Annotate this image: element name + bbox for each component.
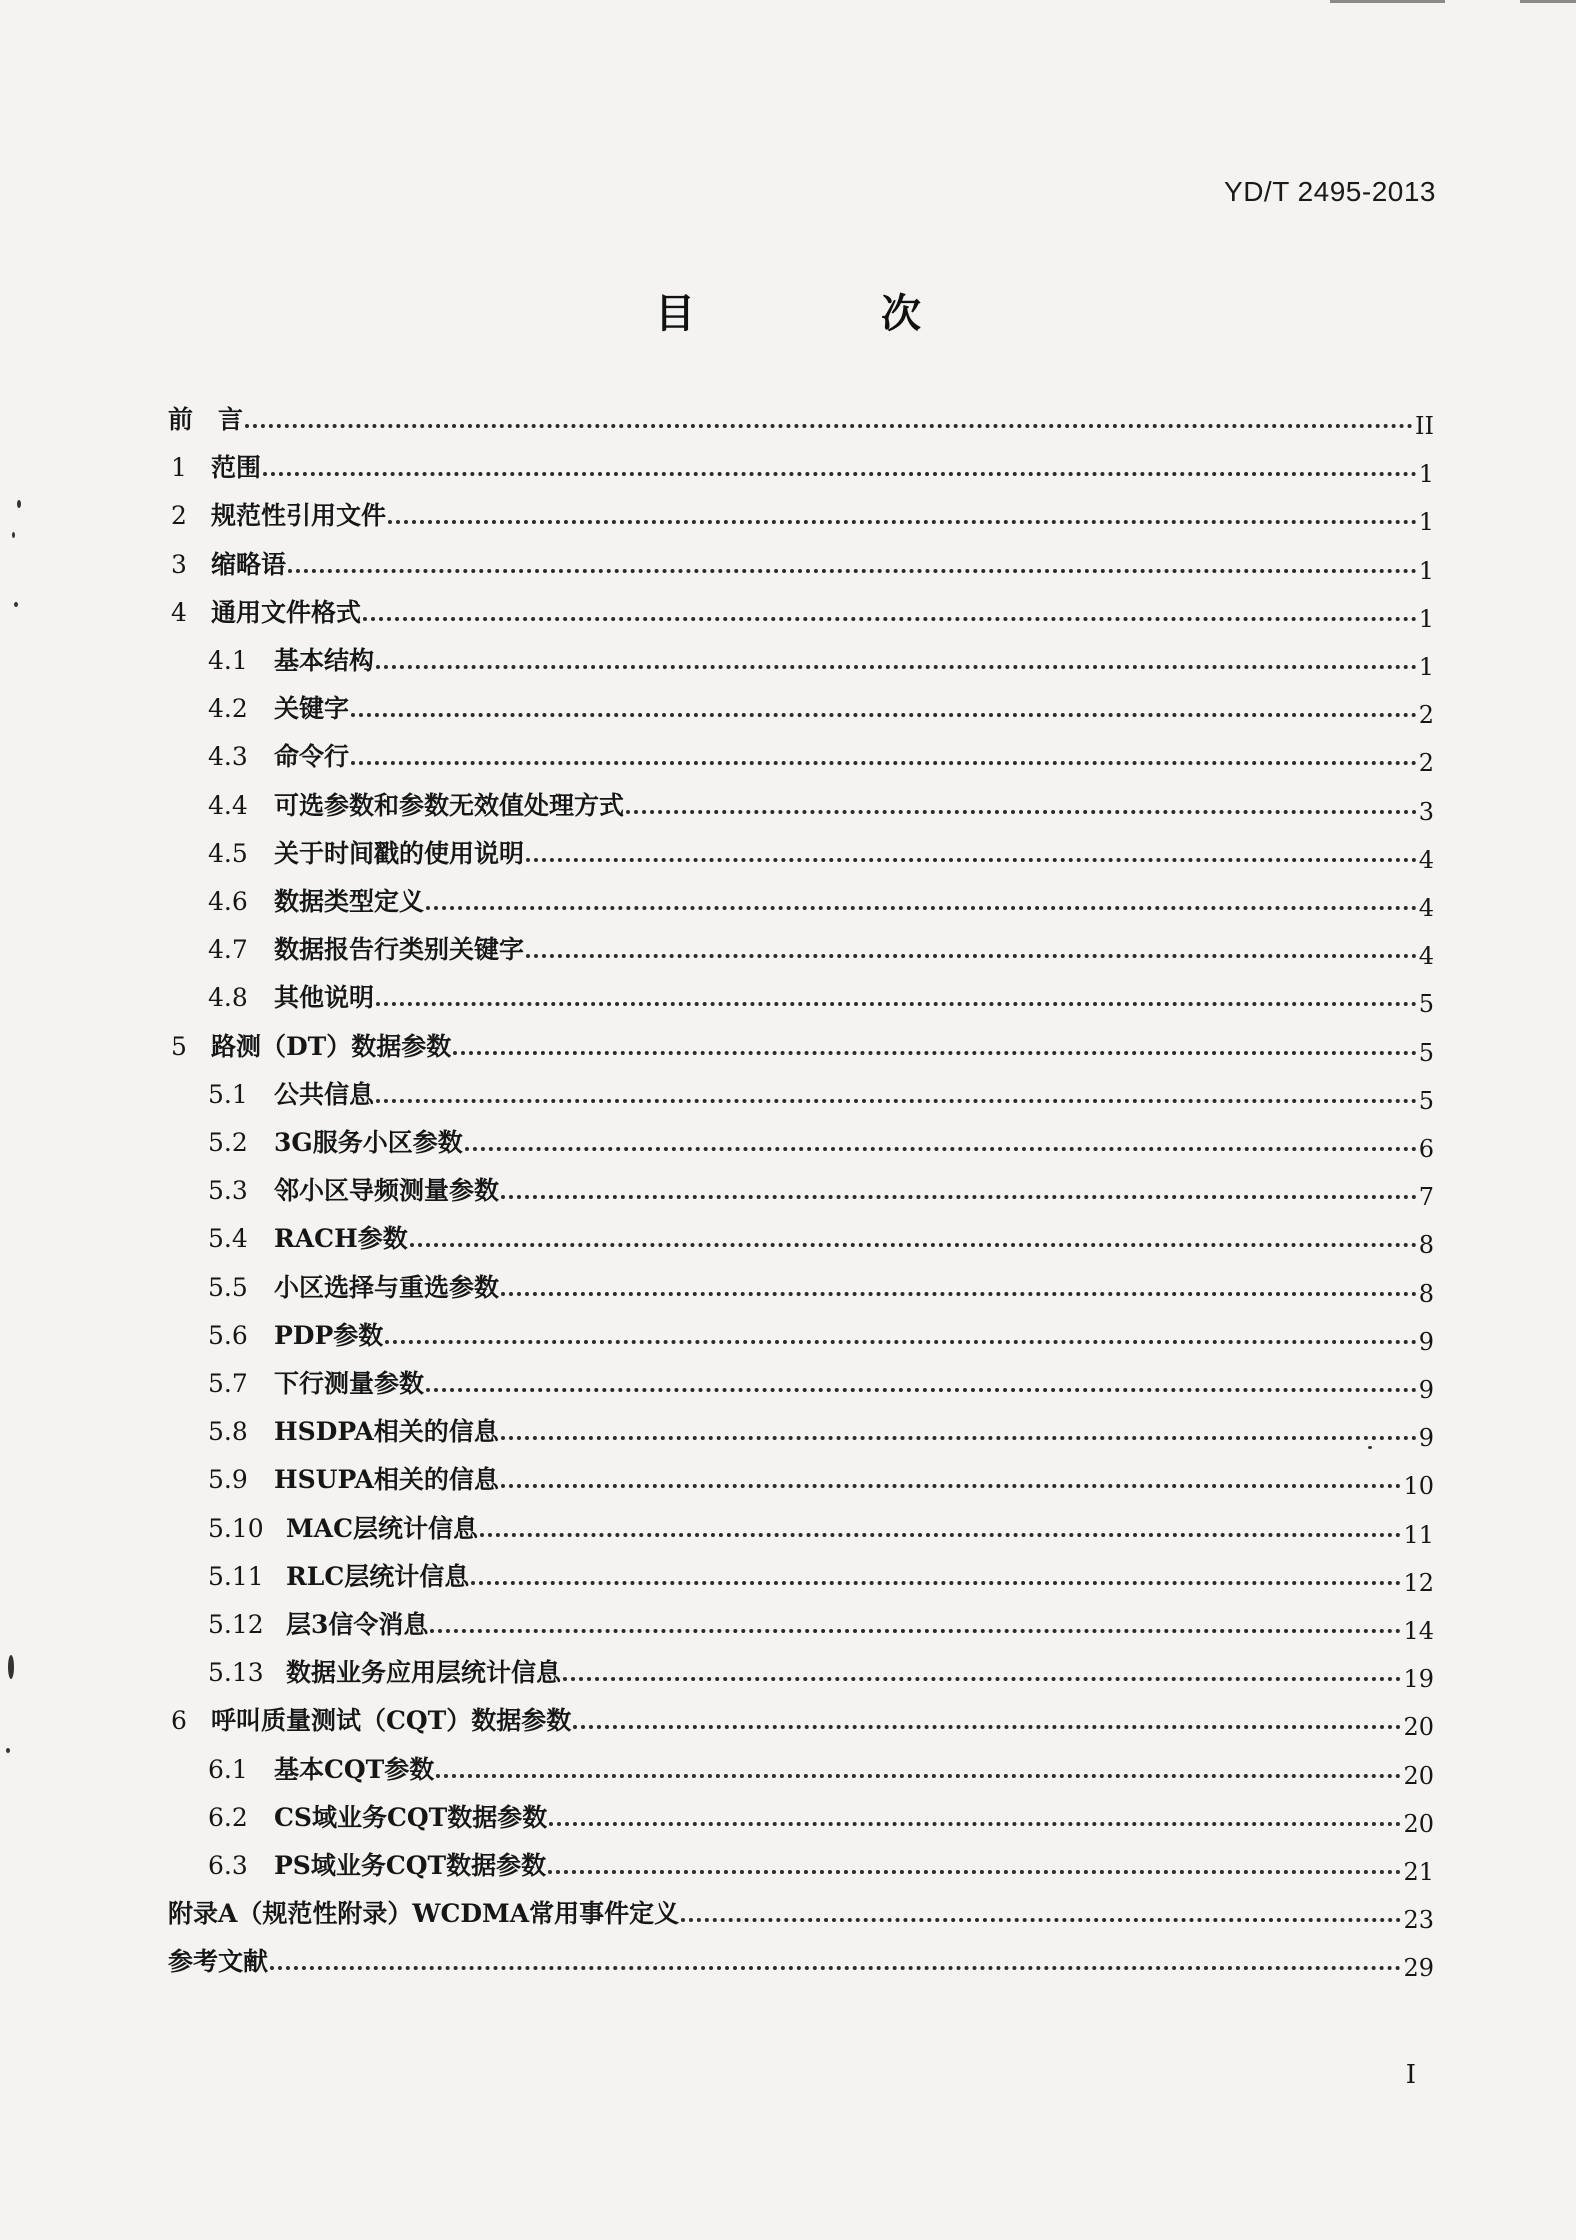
document-code: YD/T 2495-2013 bbox=[1224, 176, 1436, 207]
toc-entry-number: 4 bbox=[171, 597, 187, 627]
toc-entry-page: 12 bbox=[1403, 1568, 1434, 1597]
toc-entry-title: 关于时间戳的使用说明 bbox=[274, 838, 525, 868]
toc-dot-leader bbox=[501, 1484, 1402, 1488]
toc-entry-page: II bbox=[1415, 412, 1434, 440]
toc-entry-title: HSUPA相关的信息 bbox=[274, 1465, 499, 1495]
toc-dot-leader bbox=[351, 761, 1417, 765]
toc-entry-page: 20 bbox=[1403, 1713, 1434, 1742]
toc-dot-leader bbox=[288, 569, 1417, 573]
toc-entry-number: 4.8 bbox=[208, 983, 248, 1013]
scan-speck bbox=[17, 500, 21, 508]
toc-entry-page: 1 bbox=[1418, 556, 1434, 585]
toc-entry-title: 基本结构 bbox=[274, 646, 375, 675]
toc-entry-title: 通用文件格式 bbox=[211, 597, 362, 627]
toc-entry-page: 10 bbox=[1403, 1472, 1434, 1501]
toc-entry-number: 5.12 bbox=[208, 1610, 264, 1639]
toc-entry-number: 5.10 bbox=[208, 1513, 264, 1543]
toc-entry[interactable] bbox=[168, 1934, 1434, 1983]
toc-entry[interactable] bbox=[168, 1790, 1434, 1838]
scan-speck bbox=[6, 1748, 10, 1753]
toc-entry-page: 1 bbox=[1418, 653, 1434, 681]
toc-entry-number: 2 bbox=[171, 501, 187, 531]
toc-dot-leader bbox=[245, 424, 1413, 428]
toc-entry[interactable] bbox=[168, 1308, 1434, 1356]
toc-entry[interactable] bbox=[168, 440, 1434, 489]
toc-entry-title: 参考文献 bbox=[168, 1947, 269, 1977]
toc-entry-title: 邻小区导频测量参数 bbox=[274, 1176, 500, 1206]
toc-entry-number: 4.5 bbox=[208, 838, 248, 868]
toc-entry[interactable] bbox=[168, 1742, 1434, 1790]
toc-entry[interactable] bbox=[168, 1549, 1434, 1597]
scan-speck bbox=[12, 532, 15, 538]
toc-entry-title: 其他说明 bbox=[274, 983, 375, 1013]
toc-dot-leader bbox=[526, 858, 1417, 862]
toc-dot-leader bbox=[385, 1340, 1416, 1344]
toc-entry-title: 3G服务小区参数 bbox=[274, 1128, 463, 1157]
toc-entry-page: 29 bbox=[1403, 1954, 1434, 1983]
toc-dot-leader bbox=[563, 1677, 1401, 1681]
toc-entry-title: PDP参数 bbox=[274, 1320, 384, 1350]
toc-entry[interactable] bbox=[168, 729, 1434, 778]
toc-entry-number: 5.8 bbox=[208, 1417, 248, 1447]
toc-entry-number: 5.3 bbox=[208, 1176, 248, 1206]
toc-entry-page: 7 bbox=[1418, 1183, 1434, 1212]
toc-entry-page: 2 bbox=[1418, 749, 1434, 778]
top-edge-mark bbox=[1520, 0, 1576, 3]
toc-entry-page: 9 bbox=[1418, 1376, 1434, 1404]
toc-dot-leader bbox=[436, 1774, 1401, 1778]
toc-entry-number: 6.3 bbox=[208, 1851, 248, 1880]
toc-dot-leader bbox=[501, 1292, 1417, 1296]
toc-dot-leader bbox=[388, 520, 1417, 524]
toc-entry[interactable] bbox=[168, 874, 1434, 922]
toc-dot-leader bbox=[376, 665, 1417, 669]
toc-entry[interactable] bbox=[168, 1838, 1434, 1886]
toc-dot-leader bbox=[501, 1436, 1417, 1440]
toc-entry[interactable] bbox=[168, 1693, 1434, 1742]
toc-entry[interactable] bbox=[168, 1211, 1434, 1260]
toc-entry[interactable] bbox=[168, 1597, 1434, 1645]
toc-entry-number: 4.1 bbox=[208, 646, 248, 675]
toc-entry-page: 14 bbox=[1403, 1617, 1434, 1645]
toc-entry-title: PS域业务CQT数据参数 bbox=[274, 1851, 547, 1880]
toc-entry-title: RLC层统计信息 bbox=[286, 1561, 470, 1591]
toc-entry[interactable] bbox=[168, 681, 1434, 730]
toc-entry[interactable] bbox=[168, 1886, 1434, 1935]
toc-entry-page: 1 bbox=[1418, 508, 1434, 537]
toc-dot-leader bbox=[681, 1918, 1401, 1922]
toc-entry-title: 呼叫质量测试（CQT）数据参数 bbox=[211, 1706, 572, 1736]
toc-dot-leader bbox=[453, 1051, 1416, 1055]
toc-entry-number: 5.5 bbox=[208, 1272, 248, 1302]
toc-entry[interactable] bbox=[168, 585, 1434, 633]
toc-title: 目 次 bbox=[655, 290, 1007, 337]
toc-dot-leader bbox=[465, 1147, 1417, 1151]
toc-entry-page: 8 bbox=[1418, 1279, 1434, 1308]
toc-entry-title: 数据业务应用层统计信息 bbox=[286, 1658, 562, 1688]
toc-entry-page: 5 bbox=[1418, 990, 1434, 1019]
toc-entry-number: 5.2 bbox=[208, 1128, 248, 1157]
toc-entry[interactable] bbox=[168, 970, 1434, 1019]
toc-entry[interactable] bbox=[168, 1019, 1434, 1067]
top-edge-mark bbox=[1330, 0, 1445, 3]
toc-entry-page: 23 bbox=[1403, 1906, 1434, 1935]
toc-dot-leader bbox=[626, 810, 1417, 814]
toc-dot-leader bbox=[471, 1581, 1401, 1585]
toc-entry-number: 5.6 bbox=[208, 1320, 248, 1350]
toc-dot-leader bbox=[351, 713, 1417, 717]
toc-entry-title: 层3信令消息 bbox=[286, 1610, 429, 1639]
toc-entry-number: 6.2 bbox=[208, 1802, 248, 1832]
toc-dot-leader bbox=[426, 906, 1417, 910]
toc-entry-title: 可选参数和参数无效值处理方式 bbox=[274, 790, 625, 820]
toc-entry-number: 4.3 bbox=[208, 742, 248, 772]
toc-dot-leader bbox=[376, 1002, 1417, 1006]
toc-entry[interactable] bbox=[168, 392, 1434, 440]
scan-speck bbox=[1368, 1446, 1372, 1449]
toc-entry-title: RACH参数 bbox=[274, 1224, 408, 1254]
toc-dot-leader bbox=[501, 1195, 1417, 1199]
toc-entry-title: 基本CQT参数 bbox=[274, 1754, 435, 1784]
toc-entry-title: MAC层统计信息 bbox=[286, 1513, 478, 1543]
toc-entry[interactable] bbox=[168, 488, 1434, 537]
toc-entry-number: 5 bbox=[171, 1031, 187, 1061]
toc-entry-number: 3 bbox=[171, 549, 187, 579]
toc-entry[interactable] bbox=[168, 778, 1434, 826]
toc-dot-leader bbox=[410, 1243, 1417, 1247]
toc-entry-title: 路测（DT）数据参数 bbox=[211, 1031, 452, 1061]
toc-entry-page: 5 bbox=[1418, 1038, 1434, 1067]
toc-entry[interactable] bbox=[168, 1115, 1434, 1163]
toc-entry-title: HSDPA相关的信息 bbox=[274, 1417, 499, 1447]
toc-entry-title: 附录A（规范性附录）WCDMA常用事件定义 bbox=[168, 1899, 680, 1929]
toc-entry-number: 4.4 bbox=[208, 790, 248, 820]
toc-entry-number: 4.7 bbox=[208, 935, 248, 965]
toc-dot-leader bbox=[376, 1099, 1417, 1103]
toc-entry-number: 5.7 bbox=[208, 1369, 248, 1398]
toc-entry[interactable] bbox=[168, 1067, 1434, 1115]
toc-entry-title: 命令行 bbox=[274, 742, 350, 772]
toc-entry[interactable] bbox=[168, 537, 1434, 585]
toc-entry-page: 1 bbox=[1418, 604, 1434, 633]
toc-dot-leader bbox=[263, 472, 1417, 476]
scan-speck bbox=[8, 1655, 14, 1679]
toc-entry[interactable] bbox=[168, 1260, 1434, 1308]
toc-entry-number: 5.11 bbox=[208, 1561, 264, 1591]
toc-entry-page: 19 bbox=[1403, 1665, 1434, 1694]
toc-entry-page: 4 bbox=[1418, 942, 1434, 971]
toc-entry[interactable] bbox=[168, 1356, 1434, 1404]
toc-entry-number: 5.9 bbox=[208, 1465, 248, 1495]
toc-entry-page: 1 bbox=[1418, 460, 1434, 489]
toc-entry[interactable] bbox=[168, 1452, 1434, 1501]
page-number: I bbox=[1405, 2060, 1416, 2090]
toc-dot-leader bbox=[426, 1388, 1417, 1392]
toc-entry-title: 数据报告行类别关键字 bbox=[274, 935, 525, 965]
toc-dot-leader bbox=[270, 1966, 1401, 1970]
toc-dot-leader bbox=[363, 617, 1417, 621]
toc-entry-title: 小区选择与重选参数 bbox=[274, 1272, 500, 1302]
toc-entry-page: 4 bbox=[1418, 894, 1434, 922]
toc-entry-number: 4.2 bbox=[208, 694, 248, 724]
scan-speck bbox=[14, 602, 18, 607]
toc-entry[interactable] bbox=[168, 1404, 1434, 1453]
toc-entry-number: 6 bbox=[171, 1706, 187, 1736]
toc-entry[interactable] bbox=[168, 1501, 1434, 1549]
toc-dot-leader bbox=[549, 1822, 1401, 1826]
toc-entry-page: 5 bbox=[1418, 1086, 1434, 1115]
toc-dot-leader bbox=[548, 1870, 1401, 1874]
toc-entry-number: 4.6 bbox=[208, 887, 248, 916]
toc-entry-page: 9 bbox=[1418, 1424, 1434, 1453]
toc-entry-title: 公共信息 bbox=[274, 1079, 375, 1109]
toc-entry-page: 2 bbox=[1418, 701, 1434, 730]
toc-entry[interactable] bbox=[168, 922, 1434, 971]
toc-entry-page: 11 bbox=[1403, 1520, 1434, 1549]
toc-entry-page: 3 bbox=[1418, 797, 1434, 826]
toc-entry[interactable] bbox=[168, 1163, 1434, 1212]
toc-entry[interactable] bbox=[168, 1645, 1434, 1694]
toc-entry-number: 5.13 bbox=[208, 1658, 264, 1688]
toc-entry-page: 6 bbox=[1418, 1135, 1434, 1163]
toc-entry[interactable] bbox=[168, 633, 1434, 681]
toc-entry-page: 20 bbox=[1403, 1809, 1434, 1838]
toc-entry-page: 9 bbox=[1418, 1327, 1434, 1356]
toc-dot-leader bbox=[430, 1629, 1401, 1633]
toc-entry-number: 5.4 bbox=[208, 1224, 248, 1254]
toc-entry-page: 20 bbox=[1403, 1761, 1434, 1790]
toc-entry-title: 数据类型定义 bbox=[274, 887, 425, 916]
toc-entry-title: 关键字 bbox=[274, 694, 350, 724]
toc-dot-leader bbox=[480, 1533, 1401, 1537]
toc-dot-leader bbox=[526, 954, 1417, 958]
toc-entry-page: 21 bbox=[1403, 1858, 1434, 1886]
toc-entry-page: 4 bbox=[1418, 845, 1434, 874]
toc-dot-leader bbox=[573, 1725, 1401, 1729]
toc-entry-title: 下行测量参数 bbox=[274, 1369, 425, 1398]
toc-entry-number: 1 bbox=[171, 453, 187, 483]
toc-entry-title: 前 言 bbox=[168, 405, 244, 434]
toc-entry-title: CS域业务CQT数据参数 bbox=[274, 1802, 548, 1832]
toc-entry-title: 规范性引用文件 bbox=[211, 501, 387, 531]
toc-entry[interactable] bbox=[168, 826, 1434, 874]
toc-entry-title: 缩略语 bbox=[211, 549, 287, 579]
toc-entry-title: 范围 bbox=[211, 453, 262, 483]
toc-entry-number: 6.1 bbox=[208, 1754, 248, 1784]
toc-entry-page: 8 bbox=[1418, 1231, 1434, 1260]
toc-entry-number: 5.1 bbox=[208, 1079, 248, 1109]
